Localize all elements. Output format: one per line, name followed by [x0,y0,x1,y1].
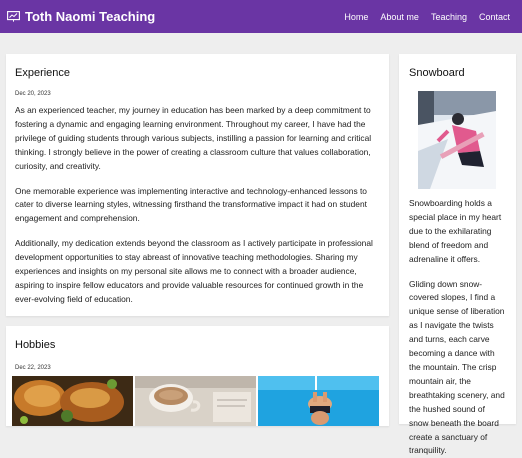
snowboard-paragraph-1: Snowboarding holds a special place in my heart due to the exhilarating blend of freedom and adrenaline it offers. [409,198,502,264]
hobbies-title: Hobbies [15,339,56,351]
food-photo[interactable] [12,376,133,426]
hobbies-photo-strip [12,376,379,426]
experience-date: Dec 20, 2023 [15,91,51,97]
presentation-board-icon [7,11,20,22]
snowboard-paragraph-2: Gliding down snow-covered slopes, I find a unique sense of liberation as I navigate the twists and turns, each carve becoming a dance with the mountain. The crisp mountain air, the breathtaking scenery, and the hushed sound of snow beneath the board create a sanctuary of tranquility. [409,278,505,456]
snowboard-title: Snowboard [409,67,465,79]
snowboard-card [399,54,516,456]
top-navigation-bar [0,0,522,33]
experience-paragraph-3: Additionally, my dedication extends beyond the classroom as I actively participate in professional development opportunities to stay abreast of innovative teaching methodologies. Sharing my experiences and insights on my personal site allows me to connect with a broader audience, aspiring to inspire fellow educators and provide valuable resources for continued growth in the ever-evolving field of education. [15,238,373,304]
nav-link-about-me[interactable]: About me [380,11,419,22]
nav-link-teaching[interactable]: Teaching [430,11,467,22]
experience-paragraph-2: One memorable experience was implementing interactive and technology-enhanced lessons to cater to diverse learning styles, witnessing firsthand the transformative impact it had on student engagement and comprehension. [15,185,367,224]
coffee-photo[interactable] [135,376,256,426]
nav-link-home[interactable]: Home [344,11,369,22]
experience-title: Experience [15,67,71,79]
experience-body [15,104,380,307]
nav-link-contact[interactable]: Contact [478,11,510,22]
experience-card [6,54,389,316]
experience-paragraph-1: As an experienced teacher, my journey in education has been marked by a deep commitment to fostering a dynamic and engaging learning environment. Throughout my career, I have had the privilege of guiding students through various subjects, instilling a passion for learning and critical thinking. I strongly believe in the power of creating a classroom culture that values collaboration, curiosity, and creativity. [15,105,372,171]
snowboarder-photo[interactable] [418,91,496,189]
main-nav [344,0,510,33]
brand[interactable] [7,9,155,24]
hobbies-date: Dec 22, 2023 [15,365,51,371]
site-title: Toth Naomi Teaching [25,9,156,24]
hobbies-card [6,326,389,426]
swimming-photo[interactable] [258,376,379,426]
